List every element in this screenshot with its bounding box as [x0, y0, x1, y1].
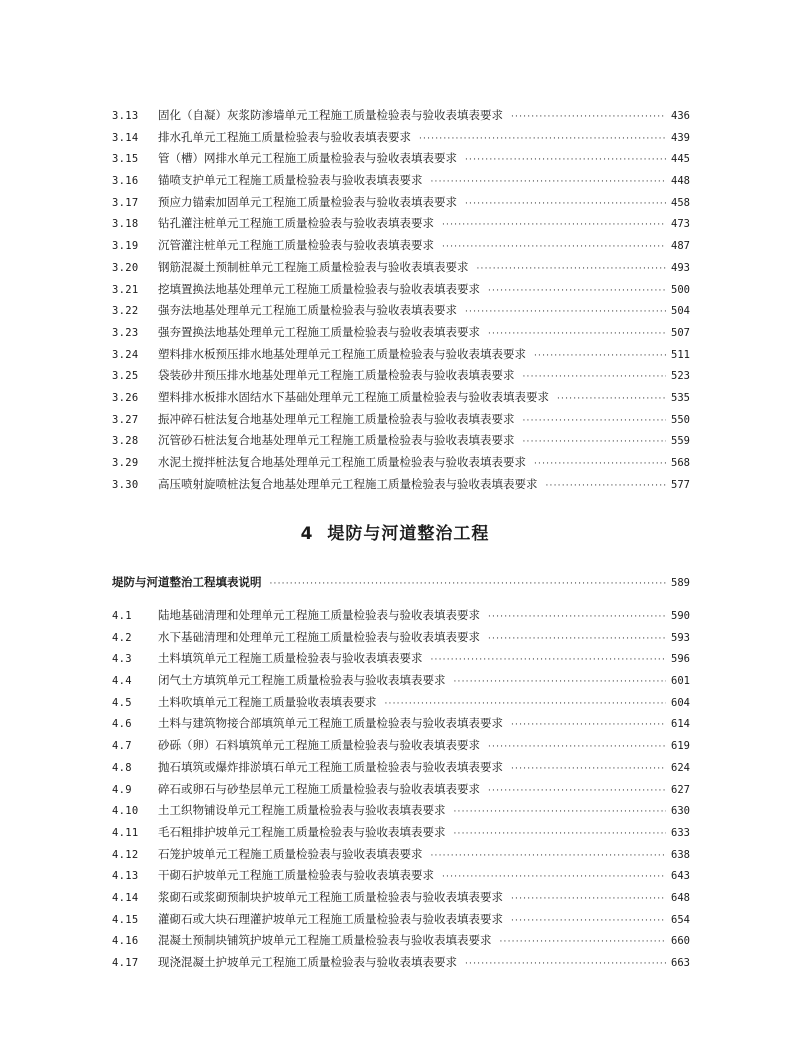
- dot-leader: [511, 107, 666, 129]
- toc-list-part2: [112, 605, 690, 974]
- toc-entry[interactable]: [112, 865, 690, 887]
- toc-entry-title: 浆砌石或浆砌预制块护坡单元工程施工质量检验表与验收表填表要求: [158, 889, 503, 904]
- toc-entry-number: 4.11: [112, 826, 139, 839]
- toc-entry-number: 4.4: [112, 675, 132, 688]
- toc-entry-number: 4.9: [112, 783, 132, 796]
- toc-entry-title: 水泥土搅拌桩法复合地基处理单元工程施工质量检验表与验收表填表要求: [158, 455, 526, 469]
- dot-leader: [511, 715, 666, 737]
- toc-entry-page: 614: [671, 718, 690, 731]
- toc-entry-title: 石笼护坡单元工程施工质量检验表与验收表填表要求: [158, 846, 423, 861]
- section-heading-page: 589: [671, 577, 690, 589]
- chapter-heading: [0, 519, 790, 544]
- toc-entry-page: 619: [671, 740, 690, 753]
- toc-entry-number: 3.29: [112, 457, 139, 469]
- dot-leader: [465, 954, 666, 976]
- toc-entry-number: 3.23: [112, 326, 139, 339]
- toc-section-heading[interactable]: [112, 571, 690, 593]
- dot-leader: [488, 324, 666, 346]
- toc-entry-page: 643: [671, 870, 690, 883]
- dot-leader: [454, 672, 667, 694]
- toc-entry-title: 高压喷射旋喷桩法复合地基处理单元工程施工质量检验表与验收表填表要求: [158, 476, 538, 491]
- dot-leader: [511, 759, 666, 781]
- dot-leader: [465, 302, 666, 324]
- dot-leader: [488, 629, 666, 651]
- toc-entry-title: 毛石粗排护坡单元工程施工质量检验表与验收表填表要求: [158, 824, 446, 839]
- toc-entry[interactable]: [112, 822, 690, 844]
- toc-entry-page: 624: [671, 761, 690, 774]
- toc-list-part1: [112, 105, 690, 495]
- dot-leader: [546, 476, 667, 498]
- toc-entry-title: 沉管灌注桩单元工程施工质量检验表与验收表填表要求: [158, 238, 434, 253]
- dot-leader: [442, 215, 666, 237]
- toc-entry-title: 土料吹填单元工程施工质量验收表填表要求: [158, 694, 377, 709]
- toc-entry-title: 塑料排水板排水固结水下基础处理单元工程施工质量检验表与验收表填表要求: [158, 389, 549, 404]
- toc-entry-number: 3.24: [112, 348, 139, 361]
- toc-entry-title: 钢筋混凝土预制桩单元工程施工质量检验表与验收表填表要求: [158, 259, 469, 274]
- toc-entry-number: 3.20: [112, 261, 139, 274]
- toc-entry-number: 3.26: [112, 391, 139, 404]
- toc-entry[interactable]: [112, 430, 690, 452]
- toc-entry-title: 预应力锚索加固单元工程施工质量检验表与验收表填表要求: [158, 194, 457, 209]
- toc-entry-number: 4.2: [112, 631, 132, 644]
- section-heading-title: 堤防与河道整治工程填表说明: [112, 575, 262, 589]
- toc-entry-page: 448: [671, 175, 690, 188]
- toc-entry[interactable]: [112, 452, 690, 474]
- toc-entry-title: 强夯法地基处理单元工程施工质量检验表与验收表填表要求: [158, 303, 457, 318]
- toc-entry-page: 550: [671, 413, 690, 426]
- toc-entry-title: 塑料排水板预压排水地基处理单元工程施工质量检验表与验收表填表要求: [158, 346, 526, 361]
- dot-leader: [557, 389, 666, 411]
- toc-entry[interactable]: [112, 735, 690, 757]
- dot-leader: [465, 150, 666, 172]
- toc-entry-number: 4.13: [112, 870, 139, 883]
- toc-entry-number: 4.17: [112, 957, 139, 969]
- toc-entry-number: 3.13: [112, 110, 139, 122]
- toc-entry[interactable]: [112, 322, 690, 344]
- dot-leader: [523, 432, 667, 454]
- toc-entry[interactable]: [112, 127, 690, 149]
- toc-entry[interactable]: [112, 235, 690, 257]
- toc-entry-title: 现浇混凝土护坡单元工程施工质量检验表与验收表填表要求: [158, 955, 457, 969]
- toc-entry[interactable]: [112, 105, 690, 127]
- toc-entry[interactable]: [112, 800, 690, 822]
- dot-leader: [431, 846, 667, 868]
- toc-entry-title: 固化（自凝）灰浆防渗墙单元工程施工质量检验表与验收表填表要求: [158, 108, 503, 122]
- toc-entry-title: 灌砌石或大块石理灌护坡单元工程施工质量检验表与验收表填表要求: [158, 911, 503, 926]
- toc-entry[interactable]: [112, 670, 690, 692]
- dot-leader: [442, 867, 666, 889]
- toc-entry-page: 507: [671, 326, 690, 339]
- toc-entry-number: 4.16: [112, 935, 139, 948]
- dot-leader: [488, 737, 666, 759]
- toc-entry[interactable]: [112, 779, 690, 801]
- toc-entry-number: 4.1: [112, 610, 132, 622]
- toc-entry-number: 3.16: [112, 175, 139, 188]
- dot-leader: [534, 346, 666, 368]
- toc-entry-page: 660: [671, 935, 690, 948]
- toc-entry-page: 604: [671, 696, 690, 709]
- toc-entry-number: 4.7: [112, 740, 132, 753]
- toc-entry[interactable]: [112, 930, 690, 952]
- toc-entry-page: 633: [671, 826, 690, 839]
- dot-leader: [431, 650, 667, 672]
- toc-entry-page: 436: [671, 110, 690, 122]
- toc-entry[interactable]: [112, 279, 690, 301]
- toc-entry-number: 4.15: [112, 913, 139, 926]
- toc-entry-title: 土料与建筑物接合部填筑单元工程施工质量检验表与验收表填表要求: [158, 716, 503, 731]
- toc-entry-title: 闭气土方填筑单元工程施工质量检验表与验收表填表要求: [158, 673, 446, 688]
- dot-leader: [488, 607, 666, 629]
- toc-entry[interactable]: [112, 192, 690, 214]
- dot-leader: [270, 573, 667, 595]
- toc-entry[interactable]: [112, 257, 690, 279]
- toc-entry-number: 3.28: [112, 435, 139, 448]
- dot-leader: [454, 802, 667, 824]
- toc-entry-page: 458: [671, 196, 690, 209]
- toc-entry-number: 3.21: [112, 283, 139, 296]
- toc-entry-page: 663: [671, 957, 690, 969]
- toc-entry-title: 土料填筑单元工程施工质量检验表与验收表填表要求: [158, 651, 423, 666]
- toc-entry-title: 锚喷支护单元工程施工质量检验表与验收表填表要求: [158, 173, 423, 188]
- toc-entry-title: 砂砾（卵）石料填筑单元工程施工质量检验表与验收表填表要求: [158, 738, 480, 753]
- toc-entry[interactable]: [112, 692, 690, 714]
- toc-entry-page: 487: [671, 240, 690, 253]
- toc-entry-page: 638: [671, 848, 690, 861]
- toc-entry[interactable]: [112, 909, 690, 931]
- toc-entry[interactable]: [112, 844, 690, 866]
- toc-entry-title: 抛石填筑或爆炸排淤填石单元工程施工质量检验表与验收表填表要求: [158, 759, 503, 774]
- toc-entry-page: 504: [671, 305, 690, 318]
- toc-entry[interactable]: [112, 474, 690, 496]
- toc-entry-number: 3.18: [112, 218, 139, 231]
- toc-entry-page: 601: [671, 675, 690, 688]
- toc-entry-page: 577: [671, 478, 690, 491]
- dot-leader: [488, 281, 666, 303]
- dot-leader: [500, 932, 667, 954]
- toc-entry[interactable]: [112, 300, 690, 322]
- toc-entry-page: 630: [671, 805, 690, 818]
- dot-leader: [511, 889, 666, 911]
- toc-entry-title: 袋装砂井预压排水地基处理单元工程施工质量检验表与验收表填表要求: [158, 368, 515, 383]
- toc-entry[interactable]: [112, 952, 690, 974]
- chapter-title: 堤防与河道整治工程: [327, 524, 490, 544]
- dot-leader: [385, 694, 667, 716]
- toc-entry-title: 水下基础清理和处理单元工程施工质量检验表与验收表填表要求: [158, 629, 480, 644]
- toc-entry-number: 4.8: [112, 761, 132, 774]
- toc-entry-number: 4.6: [112, 718, 132, 731]
- dot-leader: [465, 194, 666, 216]
- toc-entry[interactable]: [112, 148, 690, 170]
- toc-entry-title: 排水孔单元工程施工质量检验表与验收表填表要求: [158, 129, 411, 144]
- toc-entry-number: 4.12: [112, 848, 139, 861]
- toc-entry-title: 挖填置换法地基处理单元工程施工质量检验表与验收表填表要求: [158, 281, 480, 296]
- toc-entry-page: 500: [671, 283, 690, 296]
- toc-entry-page: 593: [671, 631, 690, 644]
- toc-entry-title: 强夯置换法地基处理单元工程施工质量检验表与验收表填表要求: [158, 324, 480, 339]
- toc-entry-page: 439: [671, 131, 690, 144]
- toc-entry[interactable]: [112, 387, 690, 409]
- toc-entry-number: 3.19: [112, 240, 139, 253]
- toc-entry-page: 654: [671, 913, 690, 926]
- toc-entry[interactable]: [112, 887, 690, 909]
- toc-entry-number: 3.14: [112, 131, 139, 144]
- dot-leader: [419, 129, 666, 151]
- dot-leader: [431, 172, 667, 194]
- toc-entry-number: 3.30: [112, 478, 139, 491]
- dot-leader: [442, 237, 666, 259]
- toc-entry-title: 陆地基础清理和处理单元工程施工质量检验表与验收表填表要求: [158, 608, 480, 622]
- toc-entry-title: 钻孔灌注桩单元工程施工质量检验表与验收表填表要求: [158, 216, 434, 231]
- dot-leader: [534, 454, 666, 476]
- toc-entry-number: 3.27: [112, 413, 139, 426]
- chapter-number: 4: [300, 524, 314, 544]
- toc-entry[interactable]: [112, 757, 690, 779]
- toc-entry-title: 沉管砂石桩法复合地基处理单元工程施工质量检验表与验收表填表要求: [158, 433, 515, 448]
- dot-leader: [454, 824, 667, 846]
- toc-entry-number: 3.15: [112, 153, 139, 166]
- toc-entry-title: 混凝土预制块铺筑护坡单元工程施工质量检验表与验收表填表要求: [158, 933, 492, 948]
- toc-entry[interactable]: [112, 213, 690, 235]
- dot-leader: [523, 411, 667, 433]
- toc-entry-title: 土工织物铺设单元工程施工质量检验表与验收表填表要求: [158, 803, 446, 818]
- dot-leader: [523, 367, 667, 389]
- toc-entry-title: 干砌石护坡单元工程施工质量检验表与验收表填表要求: [158, 868, 434, 883]
- toc-entry-number: 4.3: [112, 653, 132, 666]
- toc-entry-page: 523: [671, 370, 690, 383]
- dot-leader: [511, 911, 666, 933]
- toc-entry[interactable]: [112, 713, 690, 735]
- toc-entry-number: 4.14: [112, 891, 139, 904]
- toc-entry-number: 4.10: [112, 805, 139, 818]
- toc-entry[interactable]: [112, 648, 690, 670]
- toc-entry[interactable]: [112, 170, 690, 192]
- dot-leader: [477, 259, 667, 281]
- toc-entry-number: 3.25: [112, 370, 139, 383]
- toc-entry-page: 559: [671, 435, 690, 448]
- toc-entry[interactable]: [112, 627, 690, 649]
- toc-entry-page: 590: [671, 610, 690, 622]
- toc-entry-title: 振冲碎石桩法复合地基处理单元工程施工质量检验表与验收表填表要求: [158, 411, 515, 426]
- toc-entry-page: 473: [671, 218, 690, 231]
- toc-entry-page: 648: [671, 891, 690, 904]
- toc-entry[interactable]: [112, 605, 690, 627]
- toc-entry-number: 3.17: [112, 196, 139, 209]
- toc-entry-page: 493: [671, 261, 690, 274]
- toc-entry-page: 511: [671, 348, 690, 361]
- toc-entry-page: 596: [671, 653, 690, 666]
- toc-entry-number: 4.5: [112, 696, 132, 709]
- toc-entry-number: 3.22: [112, 305, 139, 318]
- toc-entry-title: 管（槽）网排水单元工程施工质量检验表与验收表填表要求: [158, 151, 457, 166]
- toc-entry[interactable]: [112, 409, 690, 431]
- toc-entry[interactable]: [112, 365, 690, 387]
- toc-entry-page: 535: [671, 391, 690, 404]
- toc-entry-title: 碎石或卵石与砂垫层单元工程施工质量检验表与验收表填表要求: [158, 781, 480, 796]
- toc-entry-page: 568: [671, 457, 690, 469]
- toc-entry[interactable]: [112, 344, 690, 366]
- toc-entry-page: 627: [671, 783, 690, 796]
- toc-entry-page: 445: [671, 153, 690, 166]
- dot-leader: [488, 781, 666, 803]
